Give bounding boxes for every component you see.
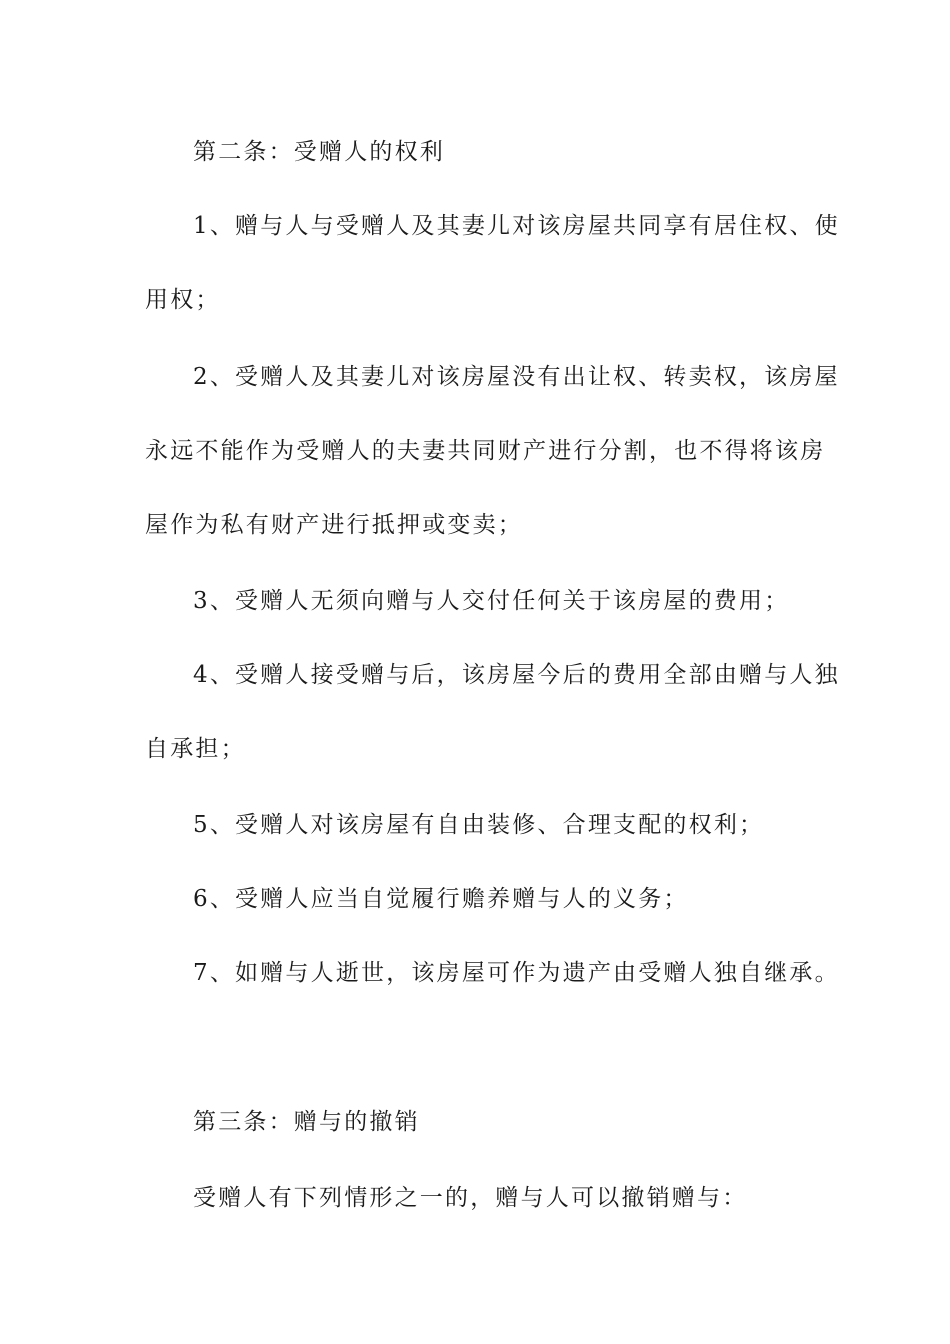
clause-line: 自承担； <box>145 736 246 762</box>
clause-line: 屋作为私有财产进行抵押或变卖； <box>145 512 523 538</box>
clause-line: 7、如赠与人逝世，该房屋可作为遗产由受赠人独自继承。 <box>193 960 840 986</box>
section-heading: 第三条：赠与的撤销 <box>193 1109 420 1135</box>
section-heading: 第二条：受赠人的权利 <box>193 139 445 165</box>
clause-line: 5、受赠人对该房屋有自由装修、合理支配的权利； <box>193 812 765 838</box>
clause-line: 2、受赠人及其妻儿对该房屋没有出让权、转卖权，该房屋 <box>193 364 840 390</box>
clause-line: 用权； <box>145 287 221 313</box>
clause-line: 4、受赠人接受赠与后，该房屋今后的费用全部由赠与人独 <box>193 662 840 688</box>
clause-line: 6、受赠人应当自觉履行赡养赠与人的义务； <box>193 886 689 912</box>
clause-line: 3、受赠人无须向赠与人交付任何关于该房屋的费用； <box>193 588 790 614</box>
clause-line: 永远不能作为受赠人的夫妻共同财产进行分割，也不得将该房 <box>145 438 826 464</box>
clause-line: 受赠人有下列情形之一的，赠与人可以撤销赠与： <box>193 1185 748 1211</box>
clause-line: 1、赠与人与受赠人及其妻儿对该房屋共同享有居住权、使 <box>193 213 840 239</box>
